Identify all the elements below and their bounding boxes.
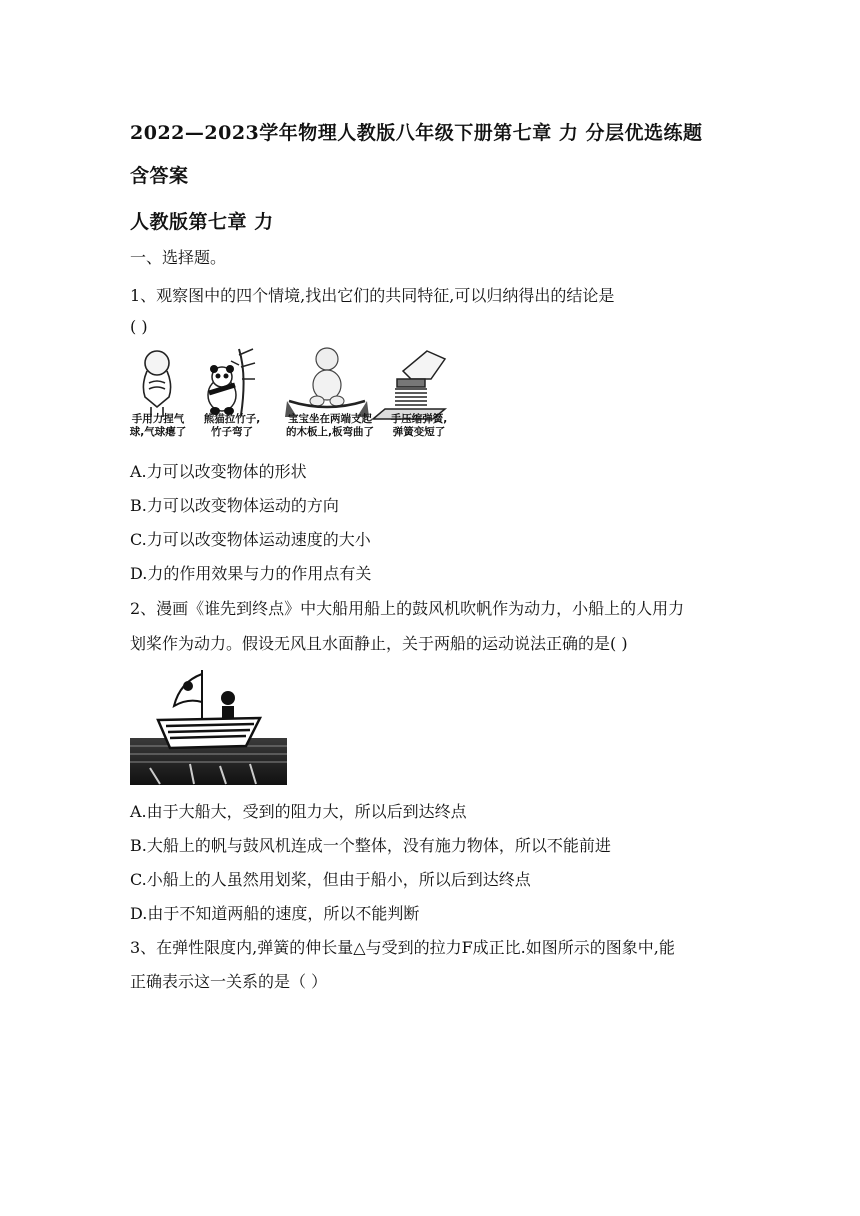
caption-1: 手用力捏气 球,气球瘪了 bbox=[129, 413, 187, 438]
q2-stem-line1: 2、漫画《谁先到终点》中大船用船上的鼓风机吹帆作为动力，小船上的人用力 bbox=[130, 599, 685, 618]
q1-option-d: D.力的作用效果与力的作用点有关 bbox=[130, 564, 372, 583]
spring-press-drawing bbox=[373, 351, 445, 419]
baby-plank-drawing bbox=[285, 348, 369, 417]
q1-answer-paren: ( ) bbox=[130, 317, 148, 336]
q1-option-a: A.力可以改变物体的形状 bbox=[130, 462, 307, 481]
balloon-squeeze-drawing bbox=[143, 351, 170, 417]
q1-stem: 1、观察图中的四个情境,找出它们的共同特征,可以归纳得出的结论是 bbox=[130, 286, 615, 305]
document-title: 2022—2023学年物理人教版八年级下册第七章 力 分层优选练题 bbox=[130, 122, 703, 144]
q2-option-c: C.小船上的人虽然用划桨，但由于船小，所以后到达终点 bbox=[130, 870, 531, 889]
q3-stem-line1: 3、在弹性限度内,弹簧的伸长量△与受到的拉力F成正比.如图所示的图象中,能 bbox=[130, 938, 675, 957]
q2-option-d: D.由于不知道两船的速度，所以不能判断 bbox=[130, 904, 420, 923]
section-heading: 一、选择题。 bbox=[130, 248, 227, 267]
q1-option-b: B.力可以改变物体运动的方向 bbox=[130, 496, 339, 515]
q2-option-a: A.由于大船大，受到的阻力大，所以后到达终点 bbox=[130, 802, 467, 821]
caption-2: 熊猫拉竹子, 竹子弯了 bbox=[203, 413, 261, 438]
panda-bamboo-drawing bbox=[208, 349, 255, 415]
chapter-heading: 人教版第七章 力 bbox=[130, 211, 274, 233]
boat-cartoon-image bbox=[130, 668, 287, 785]
q1-figure bbox=[127, 345, 457, 440]
q2-option-b: B.大船上的帆与鼓风机连成一个整体，没有施力物体，所以不能前进 bbox=[130, 836, 611, 855]
q3-stem-line2: 正确表示这一关系的是（ ） bbox=[130, 972, 328, 991]
caption-3: 宝宝坐在两端支起 的木板上,板弯曲了 bbox=[286, 413, 374, 438]
caption-4: 手压缩弹簧, 弹簧变短了 bbox=[390, 413, 448, 438]
q2-stem-line2: 划桨作为动力。假设无风且水面静止，关于两船的运动说法正确的是( ) bbox=[130, 634, 628, 653]
document-title-continued: 含答案 bbox=[130, 165, 189, 187]
q1-option-c: C.力可以改变物体运动速度的大小 bbox=[130, 530, 371, 549]
q2-cartoon-figure bbox=[130, 668, 287, 785]
